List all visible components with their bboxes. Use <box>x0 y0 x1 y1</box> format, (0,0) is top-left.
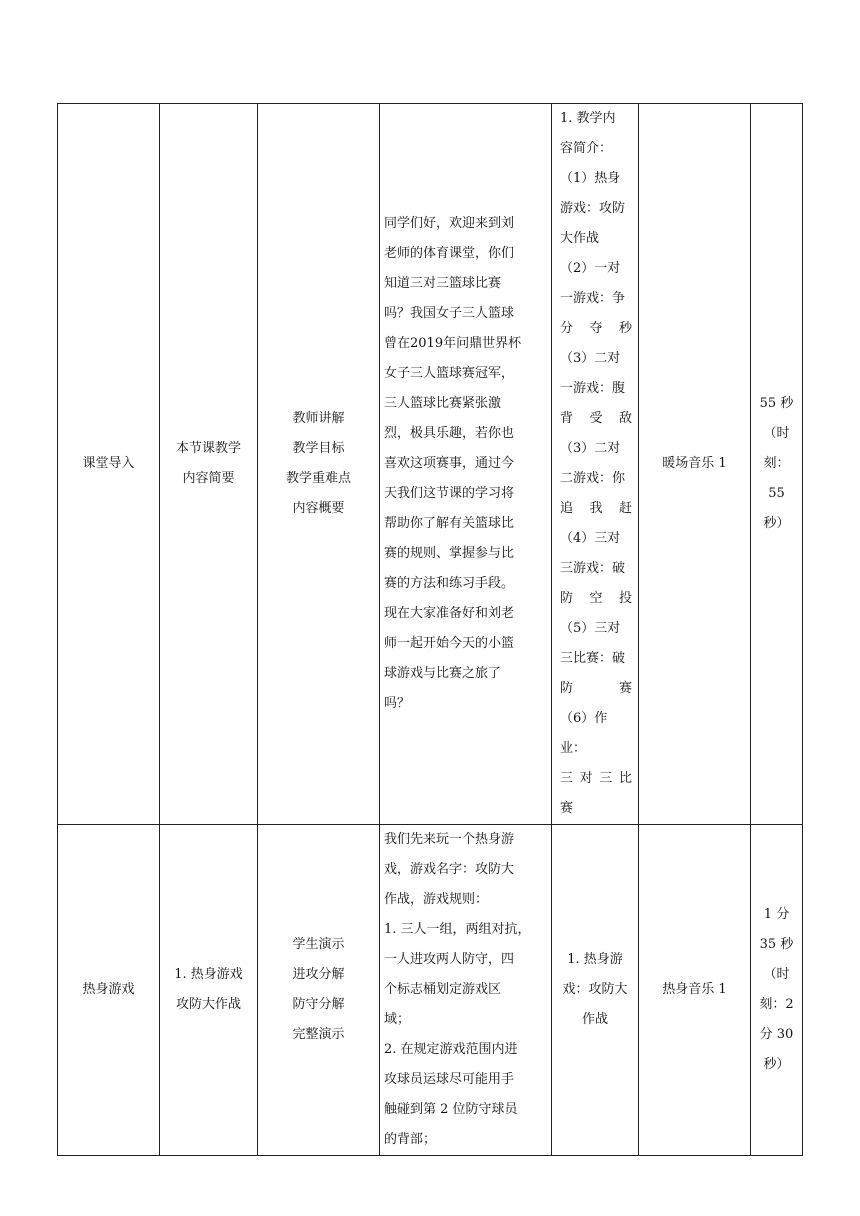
script-cell-line: 作战，游戏规则： <box>384 892 489 907</box>
method-cell-line: 学生演示 <box>292 937 345 952</box>
content-cell <box>160 104 258 825</box>
time-cell-line: 秒） <box>763 516 790 531</box>
music-cell: 热身音乐 1 <box>639 825 751 1156</box>
script-cell <box>380 825 552 1156</box>
screen-cell-line: 追 我 赶 <box>560 501 632 516</box>
music-cell: 暖场音乐 1 <box>639 104 751 825</box>
script-cell-line: 个标志桶划定游戏区 <box>384 982 502 997</box>
screen-cell <box>552 104 639 825</box>
screen-cell <box>552 825 639 1156</box>
script-cell-line: 喜欢这项赛事，通过今 <box>384 456 515 471</box>
script-cell-line: 曾在2019年问鼎世界杯 <box>384 336 522 351</box>
script-cell-line: 师一起开始今天的小篮 <box>384 636 515 651</box>
time-cell-line: 55 <box>768 486 785 501</box>
method-cell-line: 教师讲解 <box>292 411 345 426</box>
method-cell-line: 完整演示 <box>292 1027 345 1042</box>
screen-cell-line: 背 受 敌 <box>560 411 632 426</box>
screen-cell-line: 一游戏：争 <box>560 291 626 306</box>
script-cell-line: 球游戏与比赛之旅了 <box>384 666 502 681</box>
script-cell <box>380 104 552 825</box>
screen-cell-line: 游戏：攻防 <box>560 201 626 216</box>
script-cell-line: 吗？我国女子三人篮球 <box>384 306 515 321</box>
screen-cell-line: 三游戏：破 <box>560 561 626 576</box>
screen-cell-line: 三比赛：破 <box>560 651 626 666</box>
screen-cell-line: 一游戏：腹 <box>560 381 626 396</box>
script-cell-line: 老师的体育课堂，你们 <box>384 246 515 261</box>
method-cell-line: 内容概要 <box>292 501 345 516</box>
time-cell-line: 刻：2 <box>759 997 794 1012</box>
screen-cell-line: 1. 教学内 <box>560 111 616 126</box>
script-cell-line: 天我们这节课的学习将 <box>384 486 515 501</box>
script-cell-line: 烈，极具乐趣，若你也 <box>384 426 515 441</box>
content-cell <box>160 825 258 1156</box>
screen-cell-line: 防 空 投 <box>560 591 632 606</box>
script-cell-line: 赛的方法和练习手段。 <box>384 576 515 591</box>
screen-cell-line: （3）二对 <box>560 441 621 456</box>
time-cell-line: 秒） <box>763 1057 790 1072</box>
time-cell-line: 1 分 <box>763 907 790 922</box>
table-row <box>58 825 803 1156</box>
script-cell-line: 戏，游戏名字：攻防大 <box>384 862 515 877</box>
screen-cell-line: 三 对 三 比 <box>560 771 632 786</box>
lesson-plan-table <box>57 103 803 1156</box>
content-cell-line: 内容简要 <box>182 471 235 486</box>
screen-cell-line: 容简介： <box>560 141 613 156</box>
screen-cell-line: （6）作业： <box>560 711 608 756</box>
screen-cell-line: 二游戏：你 <box>560 471 626 486</box>
script-cell-line: 三人篮球比赛紧张激 <box>384 396 502 411</box>
content-cell-line: 1. 热身游戏 <box>174 967 243 982</box>
script-cell-line: 帮助你了解有关篮球比 <box>384 516 515 531</box>
method-cell <box>258 104 380 825</box>
script-cell-line: 触碰到第 2 位防守球员 <box>384 1102 518 1117</box>
stage-cell: 热身游戏 <box>58 825 160 1156</box>
time-cell-line: （时 <box>763 426 790 441</box>
screen-cell-line: （4）三对 <box>560 531 621 546</box>
content-cell-line: 本节课教学 <box>175 441 241 456</box>
screen-cell-line: （5）三对 <box>560 621 621 636</box>
screen-cell-line: 作战 <box>581 1012 608 1027</box>
script-cell-line: 女子三人篮球赛冠军， <box>384 366 515 381</box>
time-cell-line: 55 秒 <box>759 396 794 411</box>
script-cell-line: 现在大家准备好和刘老 <box>384 606 515 621</box>
script-cell-line: 赛的规则、掌握参与比 <box>384 546 515 561</box>
content-cell-line: 攻防大作战 <box>175 997 241 1012</box>
script-cell-line: 的背部； <box>384 1132 437 1147</box>
time-cell <box>751 825 803 1156</box>
time-cell-line: 刻： <box>763 456 790 471</box>
script-cell-line: 我们先来玩一个热身游 <box>384 832 515 847</box>
time-cell-line: 35 秒 <box>759 937 794 952</box>
script-cell-line: 1. 三人一组，两组对抗， <box>384 922 531 937</box>
method-cell-line: 教学目标 <box>292 441 345 456</box>
script-cell-line: 同学们好，欢迎来到刘 <box>384 216 515 231</box>
screen-cell-line: 戏：攻防大 <box>562 982 628 997</box>
script-cell-line: 域； <box>384 1012 411 1027</box>
time-cell-line: 分 30 <box>759 1027 794 1042</box>
screen-cell-line: （3）二对 <box>560 351 621 366</box>
method-cell <box>258 825 380 1156</box>
script-cell-line: 知道三对三篮球比赛 <box>384 276 502 291</box>
screen-cell-line: （2）一对 <box>560 261 621 276</box>
screen-cell-line: 防 赛 <box>560 681 632 696</box>
time-cell <box>751 104 803 825</box>
screen-cell-line: （1）热身 <box>560 171 621 186</box>
method-cell-line: 教学重难点 <box>285 471 351 486</box>
table-row <box>58 104 803 825</box>
script-cell-line: 一人进攻两人防守，四 <box>384 952 515 967</box>
screen-cell-line: 分 夺 秒 <box>560 321 632 336</box>
method-cell-line: 进攻分解 <box>292 967 345 982</box>
script-cell-line: 2. 在规定游戏范围内进 <box>384 1042 518 1057</box>
script-cell-line: 攻球员运球尽可能用手 <box>384 1072 515 1087</box>
screen-cell-line: 1. 热身游 <box>567 952 623 967</box>
screen-cell-line: 赛 <box>560 801 574 816</box>
time-cell-line: （时 <box>763 967 790 982</box>
stage-cell: 课堂导入 <box>58 104 160 825</box>
script-cell-line: 吗？ <box>384 696 411 711</box>
method-cell-line: 防守分解 <box>292 997 345 1012</box>
screen-cell-line: 大作战 <box>560 231 600 246</box>
